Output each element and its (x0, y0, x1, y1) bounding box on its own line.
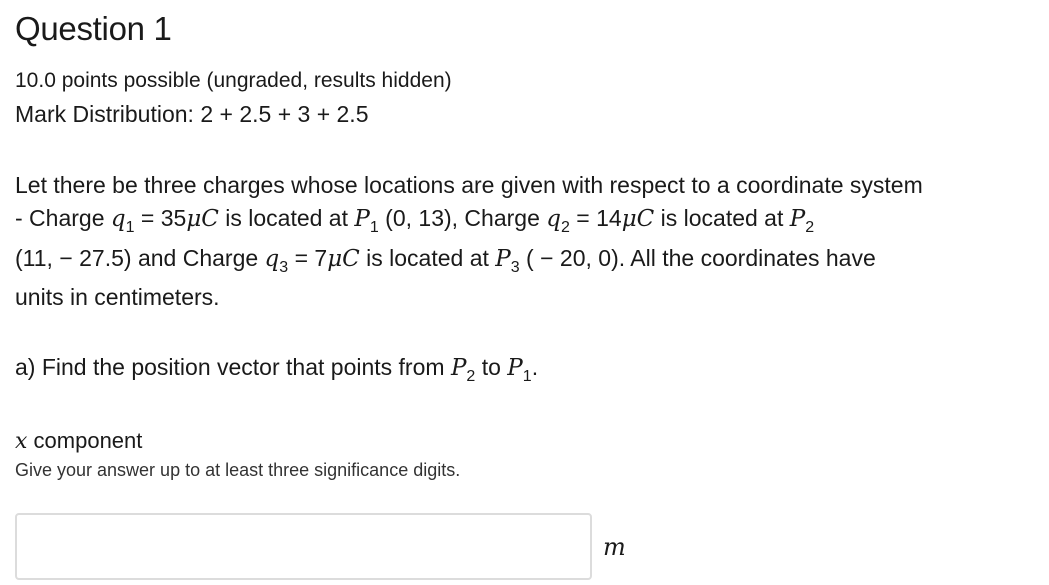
component-label (15, 428, 142, 454)
unit-microcoulomb: μC (327, 246, 360, 272)
problem-text-line-4: units in centimeters. (15, 284, 220, 310)
text: ( − 20, 0). All the coordinates have (519, 245, 876, 271)
answer-input[interactable] (15, 513, 592, 580)
unit-microcoulomb: μC (186, 206, 219, 232)
text: = 7 (288, 245, 328, 271)
problem-text-line-2 (15, 205, 815, 236)
point-symbol-from: $P_2$ (450, 355, 476, 385)
point-symbol-p1: $P_1$ (354, 206, 379, 236)
text: is located at (654, 205, 790, 231)
problem-text-line-3 (15, 245, 876, 276)
text: is located at (359, 245, 496, 271)
charge-symbol-q1: $q_1$ (110, 206, 135, 236)
point-symbol-p3: $P_3$ (495, 246, 520, 276)
unit-microcoulomb: μC (621, 206, 655, 232)
charge-symbol-q2: $q_2$ (546, 206, 570, 236)
answer-hint: Give your answer up to at least three significance digits. (15, 460, 461, 480)
problem-text-line-1: Let there be three charges whose locations are given with respect to a coordinate system (15, 172, 923, 198)
text: - Charge (15, 205, 111, 231)
point-symbol-to: $P_1$ (507, 355, 532, 385)
part-a-prompt (15, 354, 539, 385)
point-symbol-p2: $P_2$ (789, 206, 815, 236)
text: a) Find the position vector that points from (15, 354, 451, 380)
text: to (475, 354, 508, 380)
text: . (531, 354, 539, 380)
charge-symbol-q3: $q_3$ (264, 246, 289, 276)
text: = 14 (569, 205, 622, 231)
text: (0, 13), Charge (378, 205, 547, 231)
text: (11, − 27.5) and Charge (15, 245, 265, 271)
component-text: component (27, 428, 143, 453)
points-info: 10.0 points possible (ungraded, results hidden) (15, 69, 452, 92)
text: is located at (218, 205, 355, 231)
mark-distribution: Mark Distribution: 2 + 2.5 + 3 + 2.5 (15, 101, 369, 127)
component-variable: x (15, 429, 28, 454)
text: = 35 (134, 205, 187, 231)
answer-unit: m (603, 533, 626, 561)
question-title: Question 1 (15, 10, 172, 47)
